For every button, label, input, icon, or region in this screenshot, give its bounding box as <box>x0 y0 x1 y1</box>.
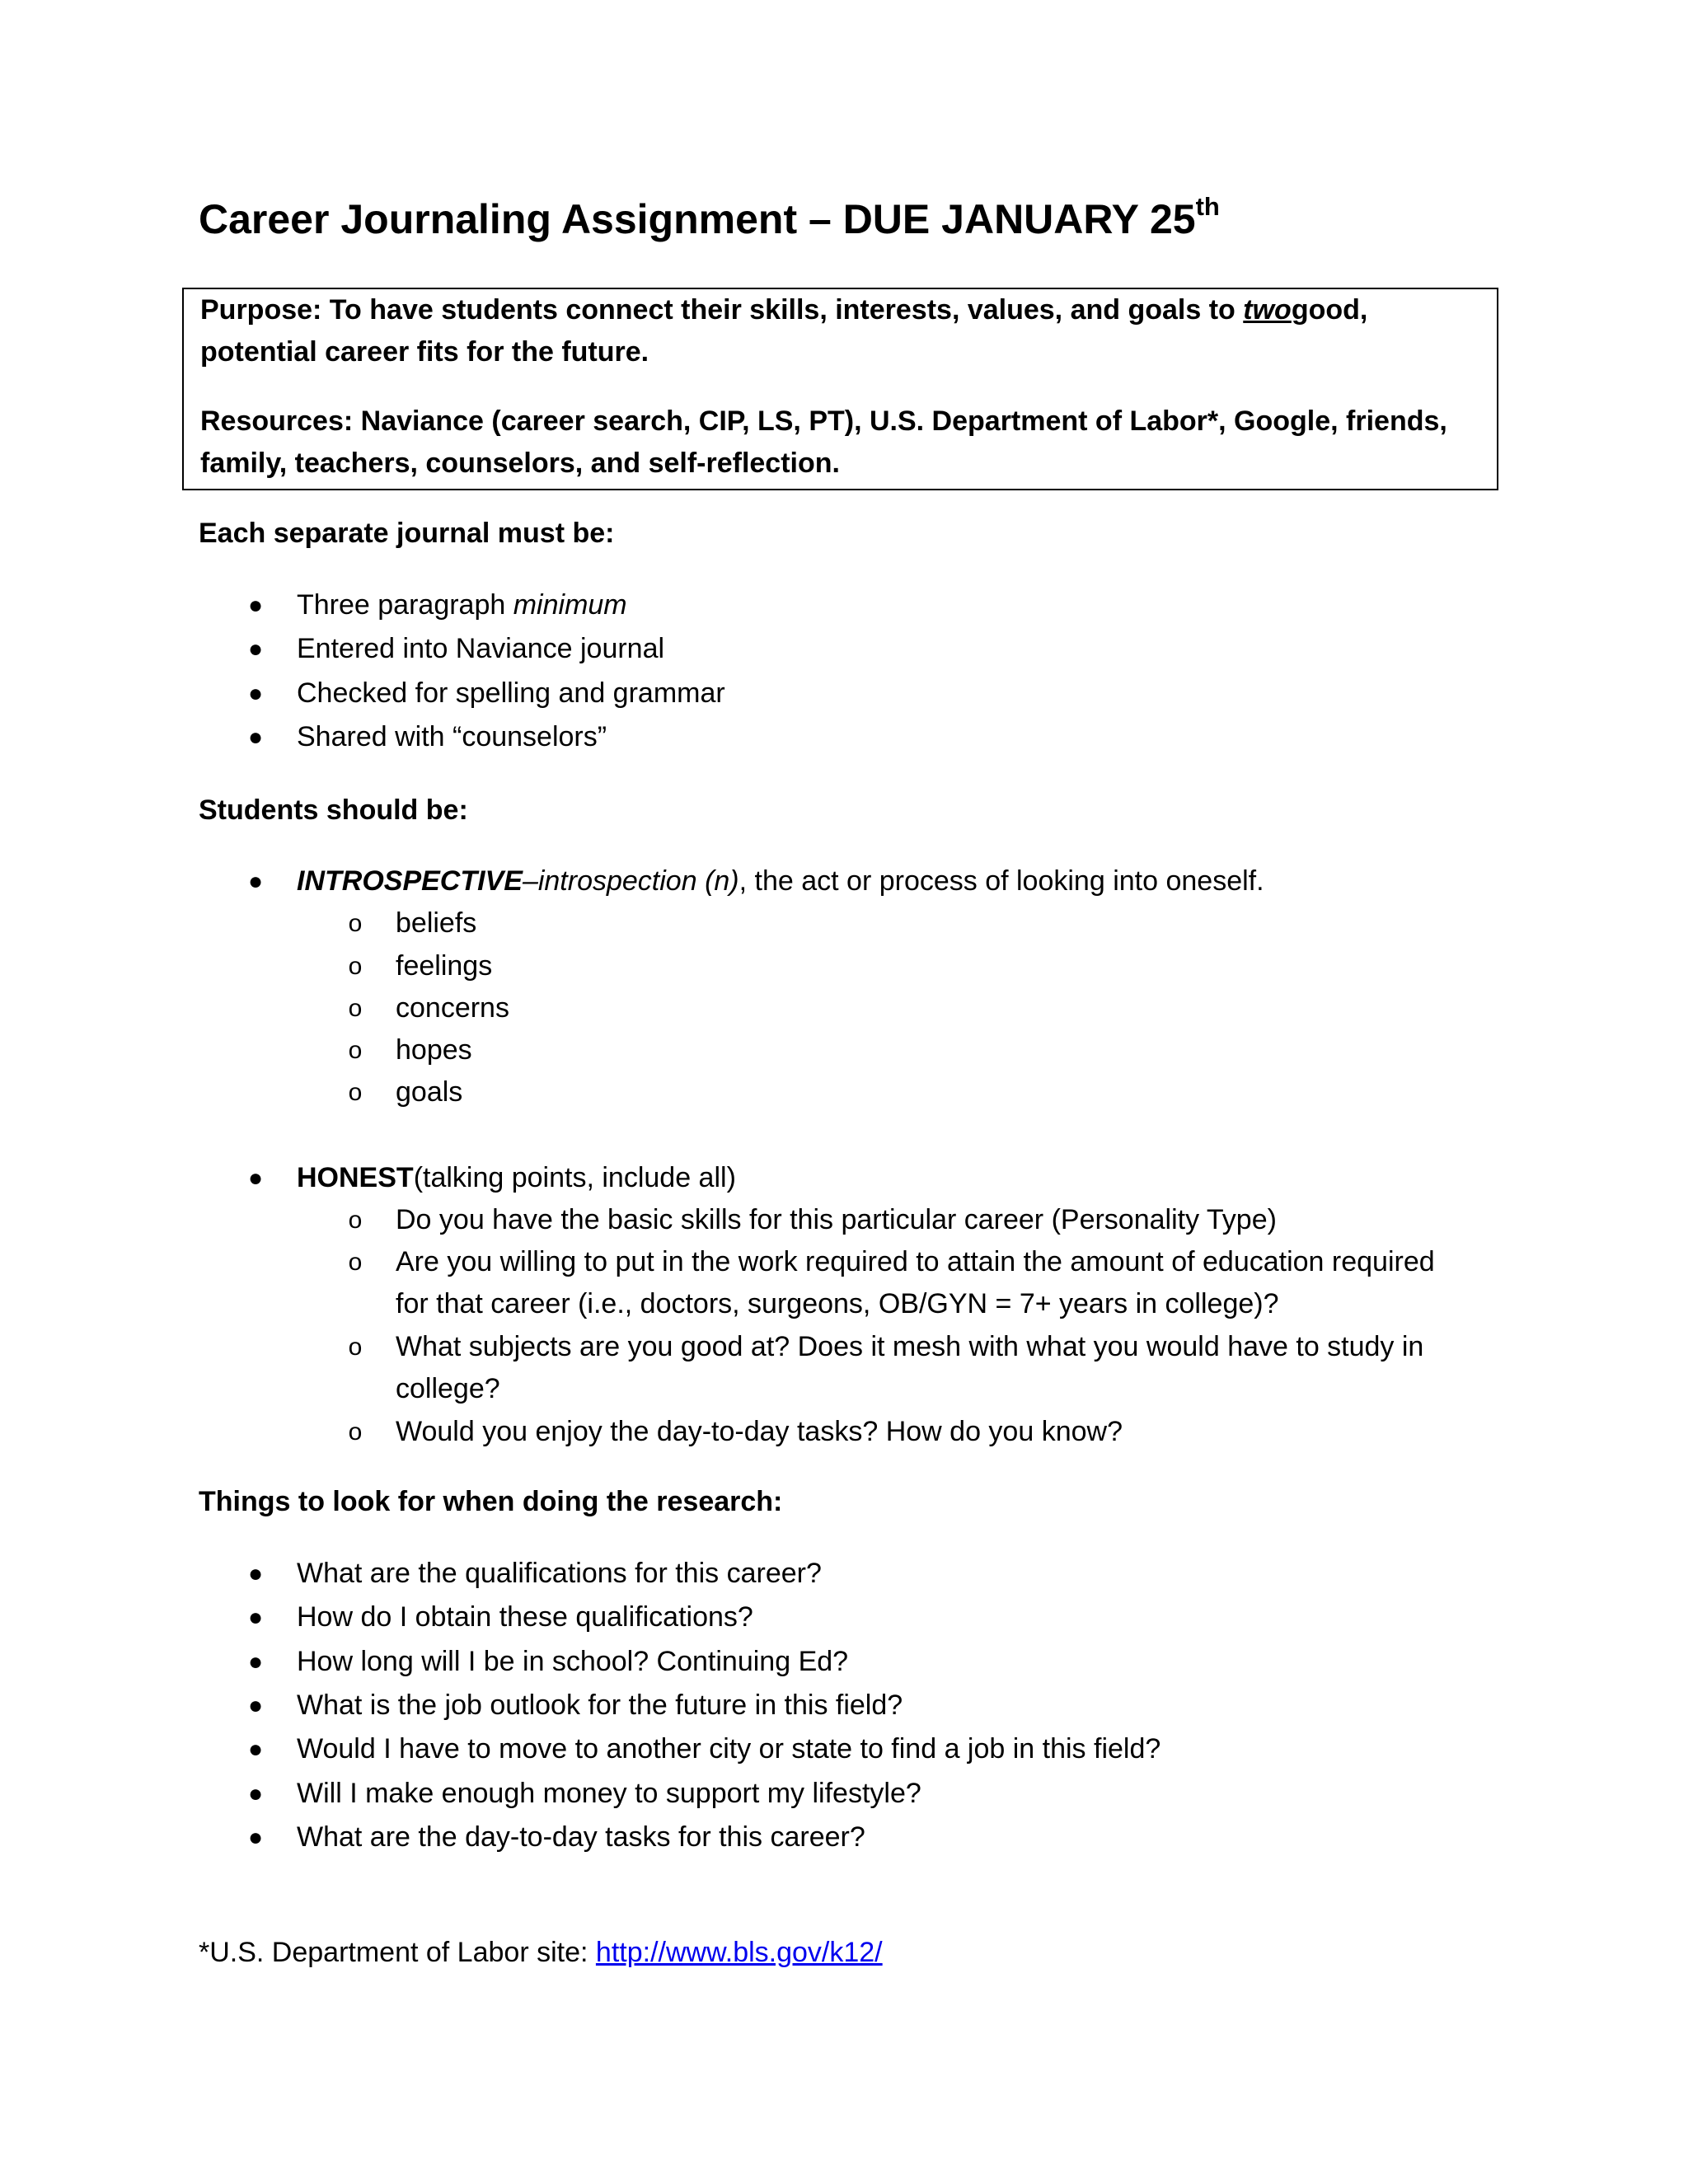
bullet-icon: ● <box>247 1736 264 1763</box>
bullet-icon: ● <box>247 868 264 895</box>
resources-paragraph: Resources: Naviance (career search, CIP, LS, PT), U.S. Department of Labor*, Google, friends, family, teachers, counselors, and self-reflection. <box>200 405 1447 479</box>
purpose-text-start: Purpose: To have students connect their skills, interests, values, and goals to <box>200 294 1244 326</box>
list-item-text: What are the qualifications for this career? <box>297 1558 822 1589</box>
bullet-icon: ● <box>247 1648 264 1675</box>
sub-bullet-icon: o <box>348 1079 363 1106</box>
bullet-icon: ● <box>247 724 264 751</box>
list-item-emphasis: minimum <box>513 589 627 621</box>
list-item-text: Would I have to move to another city or state to find a job in this field? <box>297 1733 1161 1765</box>
honest-text: HONEST(talking points, include all) <box>297 1162 736 1193</box>
sub-bullet-icon: o <box>348 1333 363 1361</box>
purpose-emphasis: two <box>1243 294 1292 326</box>
sub-list-item-text: feelings <box>396 950 493 982</box>
bullet-icon: ● <box>247 1165 264 1192</box>
footer-note <box>199 1932 883 1974</box>
introspective-definition: –introspection (n) <box>522 865 739 897</box>
bullet-icon: ● <box>247 680 264 707</box>
list-item-text: Will I make enough money to support my lifestyle? <box>297 1778 921 1809</box>
purpose-box <box>182 288 1498 490</box>
sub-list-item-text: Would you enjoy the day-to-day tasks? How do you know? <box>396 1416 1123 1447</box>
sub-bullet-icon: o <box>348 1207 363 1234</box>
sub-bullet-icon: o <box>348 953 363 980</box>
bullet-icon: ● <box>247 635 264 663</box>
bullet-icon: ● <box>247 592 264 619</box>
sub-bullet-icon: o <box>348 995 363 1022</box>
introspective-text: INTROSPECTIVE–introspection (n), the act or process of looking into oneself. <box>297 865 1264 897</box>
bullet-icon: ● <box>247 1692 264 1719</box>
list-item-text: What is the job outlook for the future in this field? <box>297 1690 903 1721</box>
purpose-paragraph <box>200 289 1486 373</box>
sub-bullet-icon: o <box>348 910 363 937</box>
list-item-text: What are the day-to-day tasks for this career? <box>297 1821 865 1853</box>
footer-label: *U.S. Department of Labor site: <box>199 1937 596 1968</box>
title-superscript: th <box>1195 192 1220 222</box>
sub-bullet-icon: o <box>348 1037 363 1064</box>
list-item-text: Entered into Naviance journal <box>297 633 665 664</box>
research-heading: Things to look for when doing the research: <box>199 1486 783 1517</box>
bullet-icon: ● <box>247 1780 264 1807</box>
list-item-text: Checked for spelling and grammar <box>297 677 725 709</box>
sub-bullet-icon: o <box>348 1418 363 1446</box>
purpose-text-end: good, potential career fits for the future. <box>200 294 1368 368</box>
sub-list-item-text: concerns <box>396 992 509 1024</box>
bullet-icon: ● <box>247 1604 264 1631</box>
title-text: Career Journaling Assignment – DUE JANUARY 25 <box>199 196 1196 242</box>
sub-list-item-text: Do you have the basic skills for this particular career (Personality Type) <box>396 1204 1277 1235</box>
page-title <box>199 194 1220 244</box>
list-item-text: How long will I be in school? Continuing Ed? <box>297 1646 849 1677</box>
bullet-icon: ● <box>247 1560 264 1587</box>
sub-list-item-text: beliefs <box>396 907 477 939</box>
sub-list-item-text: What subjects are you good at? Does it mesh with what you would have to study in college? <box>396 1331 1424 1404</box>
sub-list-item-text: goals <box>396 1076 463 1108</box>
honest-label: HONEST <box>297 1162 414 1193</box>
journal-heading: Each separate journal must be: <box>199 518 615 549</box>
sub-list-item-text: Are you willing to put in the work required to attain the amount of education required for that career (i.e., doctors, surgeons, OB/GYN = 7+ years in college)? <box>396 1246 1435 1319</box>
list-item-text: Three paragraph minimum <box>297 589 627 621</box>
list-item-text: How do I obtain these qualifications? <box>297 1601 753 1633</box>
list-item-text: Shared with “counselors” <box>297 721 607 752</box>
sub-list-item-text: hopes <box>396 1034 472 1066</box>
dol-link[interactable]: http://www.bls.gov/k12/ <box>595 1937 883 1968</box>
bullet-icon: ● <box>247 1824 264 1851</box>
students-heading: Students should be: <box>199 794 468 826</box>
sub-bullet-icon: o <box>348 1249 363 1276</box>
introspective-label: INTROSPECTIVE <box>297 865 523 897</box>
